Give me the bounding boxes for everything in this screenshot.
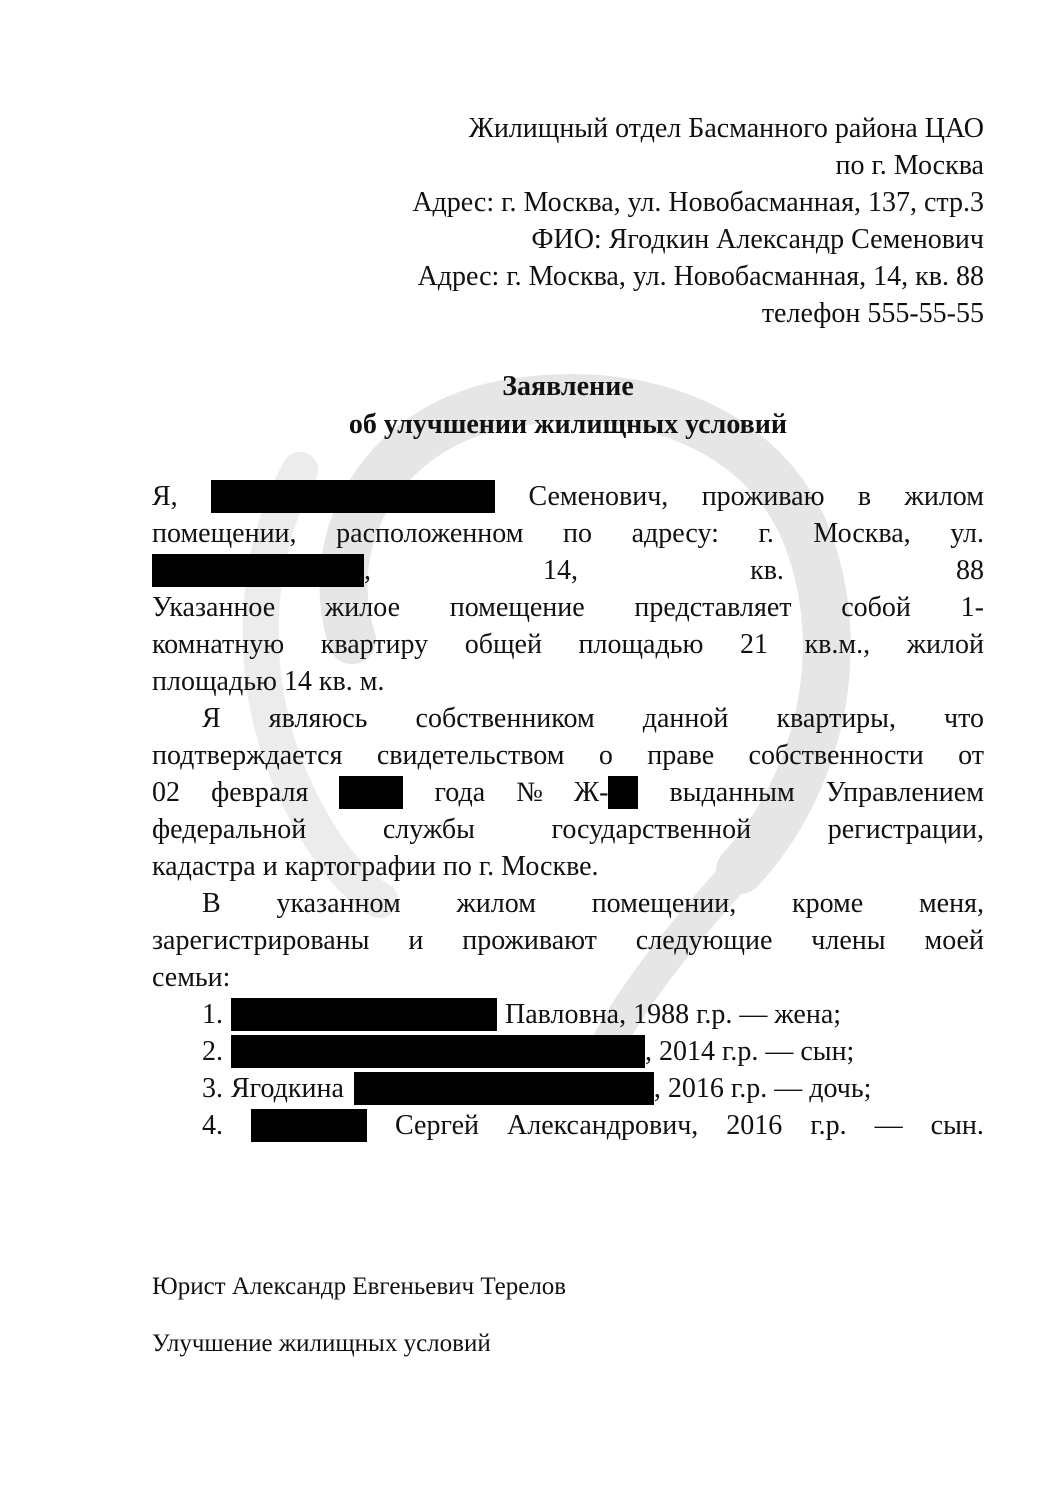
list-number: 3. [202,1073,223,1104]
text: Ж- [574,777,609,808]
text: по [563,518,593,549]
text: адресу: [631,518,719,549]
text: собственником [415,703,595,734]
p3-line1 [152,885,984,922]
text: ул. [950,518,984,549]
text: 21 [740,629,768,660]
text: семьи: [152,962,231,993]
text: федеральной [152,814,307,845]
addressee-city: по г. Москва [835,150,984,181]
text: данной [642,703,729,734]
list-number: 1. [202,999,223,1030]
p1-line2 [152,515,984,552]
redaction-block [231,1035,645,1068]
p2-line1 [152,700,984,737]
list-text: сын. [930,1110,984,1141]
footer-author: Юрист Александр Евгеньевич Терелов [152,1273,567,1300]
text: кроме [791,888,864,919]
text: и [408,925,424,956]
p2-line4 [152,811,984,848]
list-item [152,1070,984,1107]
text: регистрации, [827,814,984,845]
redaction-block [339,776,403,809]
list-item [152,996,984,1033]
text: следующие [635,925,773,956]
p2-line3 [152,774,984,811]
text: жилое [324,592,400,623]
list-item [152,1107,984,1144]
text: указанном [276,888,401,919]
text: зарегистрированы [152,925,370,956]
text: Управлением [825,777,984,808]
text: подтверждается [152,740,343,771]
text: собственности [748,740,924,771]
redaction-block [608,776,638,809]
text: выданным [669,777,795,808]
list-text: г.р. [810,1110,847,1141]
document-body [152,478,984,1144]
text: квартиры, [776,703,896,734]
text: службы [382,814,475,845]
text: помещении, [152,518,297,549]
list-text: Сергей [395,1110,480,1141]
text: от [958,740,984,771]
text: В [202,888,221,919]
addressee-block [152,110,984,332]
list-text: Ягодкина [231,1073,344,1104]
text: проживаю [701,481,825,512]
certificate-number [574,774,638,811]
text: что [944,703,984,734]
list-text: , 2014 г.р. — сын; [645,1036,855,1067]
text: 1- [960,592,984,623]
text: государственной [551,814,752,845]
list-text: Александрович, [507,1110,699,1141]
text: Москва, [813,518,911,549]
text: кв. [750,555,784,586]
list-text: 2016 [726,1110,783,1141]
text: собой [841,592,911,623]
text: 88 [955,555,984,586]
document-title [152,368,984,444]
redaction-block [251,1109,367,1142]
text: года [434,777,486,808]
text: Семенович, [528,481,669,512]
text: площадью [578,629,704,660]
applicant-address: Адрес: г. Москва, ул. Новобасманная, 14, кв. 88 [417,261,984,292]
text: 14, [543,555,579,586]
p3-line3 [152,959,984,996]
text: Я, [152,481,178,512]
text: Указанное [152,592,276,623]
p2-line5 [152,848,984,885]
text: расположенном [336,518,524,549]
text: меня, [918,888,984,919]
text: кадастра и картографии по г. Москве. [152,851,599,882]
text: моей [924,925,984,956]
title-subject: об улучшении жилищных условий [348,409,788,440]
text: Я [202,703,221,734]
text: 02 [152,777,180,808]
list-number: 2. [202,1036,223,1067]
list-text: , 2016 г.р. — дочь; [653,1073,872,1104]
applicant-phone: телефон 555-55-55 [761,298,984,329]
p2-line2 [152,737,984,774]
footer-topic: Улучшение жилищных условий [152,1330,491,1357]
text: являюсь [268,703,368,734]
text: представляет [634,592,792,623]
p3-line2 [152,922,984,959]
p1-line1 [152,478,984,515]
addressee-org: Жилищный отдел Басманного района ЦАО [468,113,984,144]
street-redacted [152,552,371,589]
p1-line5 [152,626,984,663]
text: жилой [906,629,984,660]
addressee-address: Адрес: г. Москва, ул. Новобасманная, 137, стр.3 [412,187,984,218]
p1-line6 [152,663,984,700]
text: в [857,481,872,512]
text: жилом [904,481,984,512]
text: о [598,740,613,771]
text: февраля [211,777,309,808]
redaction-block [152,554,364,587]
list-item [152,1033,984,1070]
list-text: — [874,1110,903,1141]
text: квартиру [320,629,429,660]
redaction-block [211,480,495,513]
text: , [364,555,371,586]
text: свидетельством [376,740,565,771]
document-page [152,0,984,1500]
text: праве [647,740,715,771]
text: комнатную [152,629,285,660]
text: кв.м., [804,629,871,660]
text: жилом [456,888,536,919]
text: помещении, [591,888,737,919]
applicant-name: ФИО: Ягодкин Александр Семенович [531,224,984,255]
redaction-block [354,1072,654,1105]
list-text: Павловна, 1988 г.р. — жена; [505,999,842,1030]
text: помещение [449,592,585,623]
text: г. [758,518,774,549]
text: площадью 14 кв. м. [152,666,385,697]
text: проживают [462,925,597,956]
redaction-block [231,998,497,1031]
p1-line3 [152,552,984,589]
title-main: Заявление [502,371,634,402]
list-number: 4. [202,1110,223,1141]
text: № [516,777,543,808]
text: общей [464,629,542,660]
p1-line4 [152,589,984,626]
text: члены [811,925,886,956]
